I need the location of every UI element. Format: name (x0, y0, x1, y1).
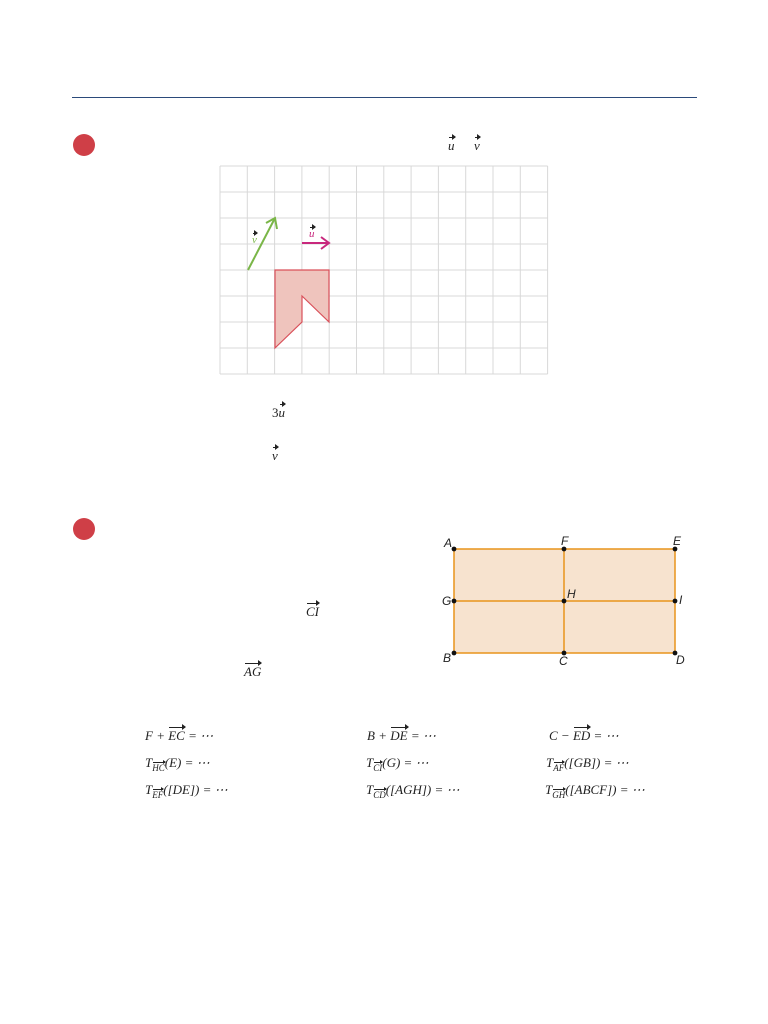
vector-u-arrow (302, 237, 329, 249)
label-e: E (673, 534, 682, 548)
line-3u: 3u (272, 405, 285, 420)
label-h: H (567, 587, 576, 601)
line-v: v (272, 448, 278, 463)
expr-1-2: B + DE = ⋯ (367, 728, 436, 743)
expr-1-1: F + EC = ⋯ (145, 728, 214, 743)
label-b: B (443, 651, 452, 665)
point-i (673, 599, 678, 604)
expr-2-2: $T_{CI}(G)$ = ⋯ (366, 755, 429, 773)
label-g: G (442, 594, 452, 608)
expr-2-3: $T_{AF}([GB])$ = ⋯ (546, 755, 629, 773)
point-a (452, 547, 457, 552)
expr-3-2: $T_{CD}([AGH])$ = ⋯ (366, 782, 460, 800)
grid-label-v: v (252, 234, 257, 246)
label-i: I (679, 593, 683, 607)
rectangle-figure (0, 520, 768, 700)
header-vector-u: u (448, 138, 455, 153)
exercise-1-grid-figure (0, 0, 768, 400)
point-b (452, 651, 457, 656)
expr-2-1: $T_{HC}(E)$ = ⋯ (145, 755, 210, 773)
label-c: C (559, 654, 568, 668)
grid-lines (220, 166, 548, 374)
vector-ag: AG (244, 664, 262, 679)
grid-label-u: u (309, 228, 315, 240)
label-d: D (676, 653, 685, 667)
vector-ci: CI (306, 604, 319, 619)
point-g (452, 599, 457, 604)
point-h (562, 599, 567, 604)
expr-3-1: $T_{EF}([DE])$ = ⋯ (145, 782, 228, 800)
header-vector-v: v (474, 138, 480, 153)
label-f: F (561, 534, 569, 548)
label-a: A (444, 536, 453, 550)
expr-1-3: C − ED = ⋯ (549, 728, 619, 743)
expr-3-3: $T_{GH}([ABCF])$ = ⋯ (545, 782, 645, 800)
